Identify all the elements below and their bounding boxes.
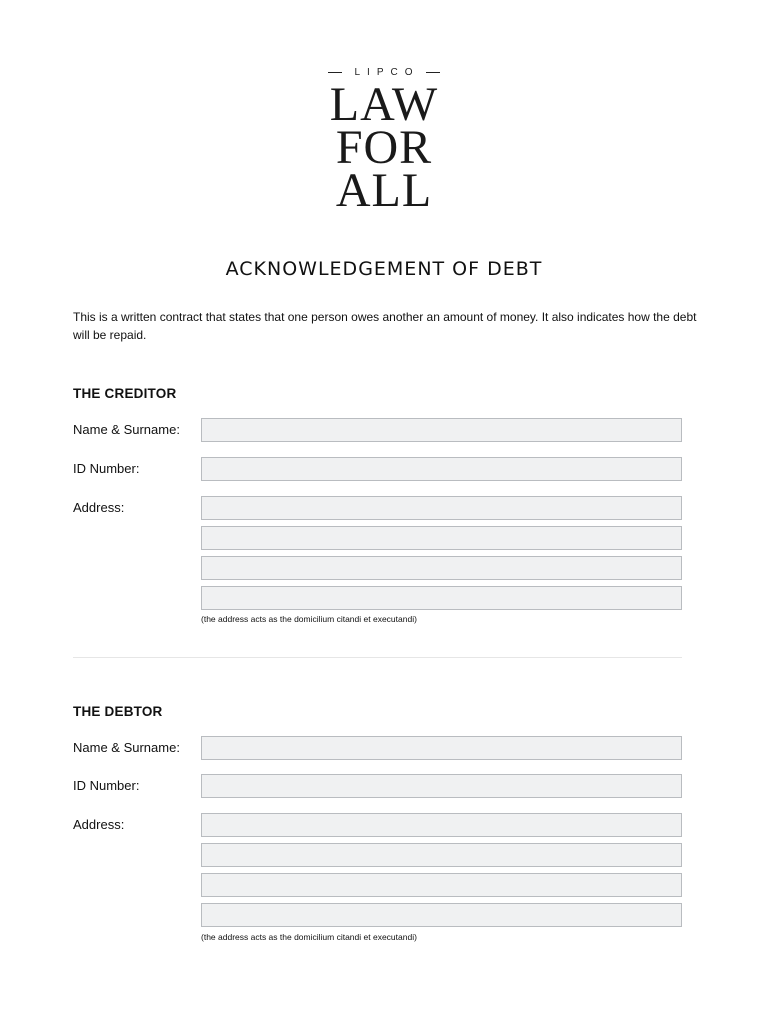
document-title: ACKNOWLEDGEMENT OF DEBT	[225, 258, 543, 280]
creditor-name-label: Name & Surname:	[73, 422, 180, 437]
creditor-address-line-1[interactable]	[201, 496, 682, 520]
creditor-address-line-4[interactable]	[201, 586, 682, 610]
creditor-address-line-2[interactable]	[201, 526, 682, 550]
debtor-address-line-3[interactable]	[201, 873, 682, 897]
debtor-address-line-2[interactable]	[201, 843, 682, 867]
debtor-id-label: ID Number:	[73, 778, 140, 793]
logo-line-1: LAW	[329, 78, 439, 131]
logo-line-2: FOR	[335, 121, 433, 174]
logo-line-3: ALL	[335, 164, 433, 217]
creditor-address-line-3[interactable]	[201, 556, 682, 580]
debtor-heading: THE DEBTOR	[73, 704, 163, 719]
debtor-id-input[interactable]	[201, 774, 682, 798]
debtor-address-note: (the address acts as the domicilium citandi et executandi)	[201, 932, 417, 942]
creditor-address-label: Address:	[73, 500, 125, 515]
debtor-address-line-1[interactable]	[201, 813, 682, 837]
debtor-section	[73, 704, 683, 944]
intro-text: This is a written contract that states that one person owes another an amount of money. It also indicates how the debt will be repaid.	[73, 310, 697, 342]
logo-brand-text: LIPCO	[354, 66, 420, 78]
creditor-heading: THE CREDITOR	[73, 386, 177, 401]
logo-wordmark	[0, 78, 768, 217]
creditor-section	[73, 386, 683, 626]
debtor-address-line-4[interactable]	[201, 903, 682, 927]
section-divider	[73, 657, 682, 658]
debtor-address-label: Address:	[73, 817, 125, 832]
creditor-id-input[interactable]	[201, 457, 682, 481]
logo	[0, 64, 768, 217]
creditor-name-input[interactable]	[201, 418, 682, 442]
debtor-name-label: Name & Surname:	[73, 740, 180, 755]
creditor-address-note: (the address acts as the domicilium citandi et executandi)	[201, 614, 417, 624]
creditor-id-label: ID Number:	[73, 461, 140, 476]
debtor-name-input[interactable]	[201, 736, 682, 760]
